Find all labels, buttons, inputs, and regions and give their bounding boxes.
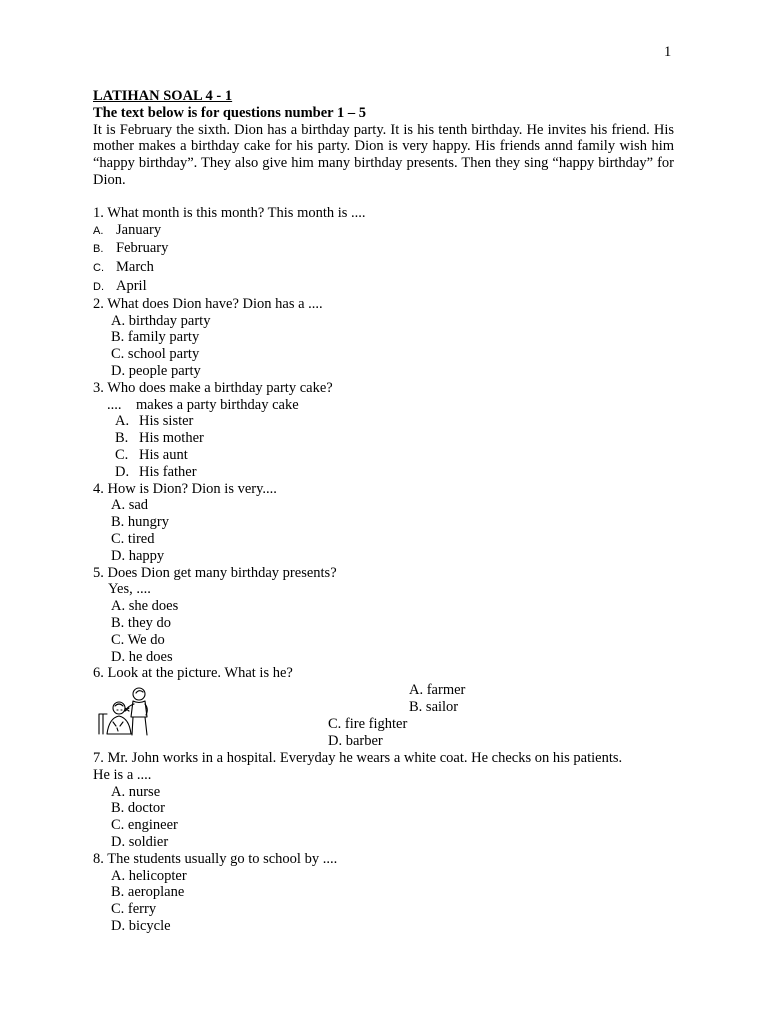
question-7-option-b: B. doctor xyxy=(111,800,165,817)
question-2-option-c: C. school party xyxy=(111,346,200,363)
option-text: His aunt xyxy=(139,446,188,463)
question-3-option-d xyxy=(93,464,674,481)
option-label: C. xyxy=(93,262,104,275)
question-7-option-a: A. nurse xyxy=(111,783,161,800)
question-1-option-c xyxy=(93,259,674,277)
question-4-option-c: C. tired xyxy=(111,530,155,547)
question-6-option-c: C. fire fighter xyxy=(328,716,408,733)
question-4-option-a: A. sad xyxy=(111,497,149,514)
question-1-option-b xyxy=(93,240,674,258)
option-label: B. xyxy=(93,243,104,256)
option-text: February xyxy=(116,240,169,257)
question-2 xyxy=(93,296,674,380)
question-3-option-c xyxy=(93,447,674,464)
question-8-option-b: B. aeroplane xyxy=(111,884,185,901)
question-3 xyxy=(93,380,674,481)
option-text: April xyxy=(116,277,147,294)
question-7-option-d: D. soldier xyxy=(111,834,169,851)
question-2-option-a: A. birthday party xyxy=(111,312,211,329)
option-label: A. xyxy=(93,224,104,237)
option-text: His mother xyxy=(139,430,204,447)
question-5-option-d: D. he does xyxy=(111,648,173,665)
question-5-text: 5. Does Dion get many birthday presents? xyxy=(93,564,337,581)
question-8-text: 8. The students usually go to school by .... xyxy=(93,850,338,867)
reading-passage: It is February the sixth. Dion has a birthday party. It is his tenth birthday. He invites his friend. His mother makes a birthday cake for his party. Dion is very happy. His friends annd family wish him “happy birthday”. They also give him many birthday presents. Then they sing “happy birthday” for Dion. xyxy=(93,121,674,188)
question-8-option-a: A. helicopter xyxy=(111,867,187,884)
question-8-option-d: D. bicycle xyxy=(111,918,171,935)
question-1-text: 1. What month is this month? This month is .... xyxy=(93,204,366,221)
question-6 xyxy=(93,665,674,750)
question-7 xyxy=(93,750,674,851)
question-7-option-c: C. engineer xyxy=(111,817,178,834)
question-3-text: 3. Who does make a birthday party cake? xyxy=(93,379,333,396)
worksheet xyxy=(93,88,674,935)
question-3-option-a xyxy=(93,413,674,430)
question-4 xyxy=(93,481,674,565)
question-5-option-b: B. they do xyxy=(111,614,172,631)
option-label: A. xyxy=(115,413,130,430)
question-8 xyxy=(93,851,674,935)
option-text: His sister xyxy=(139,413,194,430)
question-7-text-continued: He is a .... xyxy=(93,766,152,783)
question-6-option-a: A. farmer xyxy=(409,682,466,699)
question-3-option-b xyxy=(93,430,674,447)
question-2-text: 2. What does Dion have? Dion has a .... xyxy=(93,295,323,312)
option-text: His father xyxy=(139,463,197,480)
page-number: 1 xyxy=(664,44,672,60)
question-6-text: 6. Look at the picture. What is he? xyxy=(93,665,293,682)
question-6-option-b: B. sailor xyxy=(409,699,459,716)
question-6-option-d: D. barber xyxy=(328,733,383,750)
question-1-option-d xyxy=(93,278,674,296)
question-5 xyxy=(93,565,674,666)
question-7-text: 7. Mr. John works in a hospital. Everyday he wears a white coat. He checks on his patients. xyxy=(93,750,623,767)
question-8-option-c: C. ferry xyxy=(111,901,157,918)
question-2-option-b: B. family party xyxy=(111,329,200,346)
question-2-option-d: D. people party xyxy=(111,362,201,379)
question-5-option-a: A. she does xyxy=(111,598,179,615)
passage-instruction: The text below is for questions number 1 – 5 xyxy=(93,104,366,121)
option-label: D. xyxy=(115,463,130,480)
option-label: D. xyxy=(93,280,104,293)
option-label: C. xyxy=(115,446,129,463)
question-5-option-c: C. We do xyxy=(111,631,165,648)
question-4-text: 4. How is Dion? Dion is very.... xyxy=(93,480,277,497)
question-5-stem: Yes, .... xyxy=(108,581,151,598)
barber-picture-icon xyxy=(95,684,153,736)
worksheet-title: LATIHAN SOAL 4 - 1 xyxy=(93,88,233,104)
option-text: March xyxy=(116,259,154,276)
option-text: January xyxy=(116,221,162,238)
question-1 xyxy=(93,205,674,296)
option-label: B. xyxy=(115,430,129,447)
question-3-stem: .... makes a party birthday cake xyxy=(107,396,299,413)
question-4-option-d: D. happy xyxy=(111,547,165,564)
question-4-option-b: B. hungry xyxy=(111,514,169,531)
question-6-options-area xyxy=(93,682,674,750)
question-1-option-a xyxy=(93,222,674,240)
